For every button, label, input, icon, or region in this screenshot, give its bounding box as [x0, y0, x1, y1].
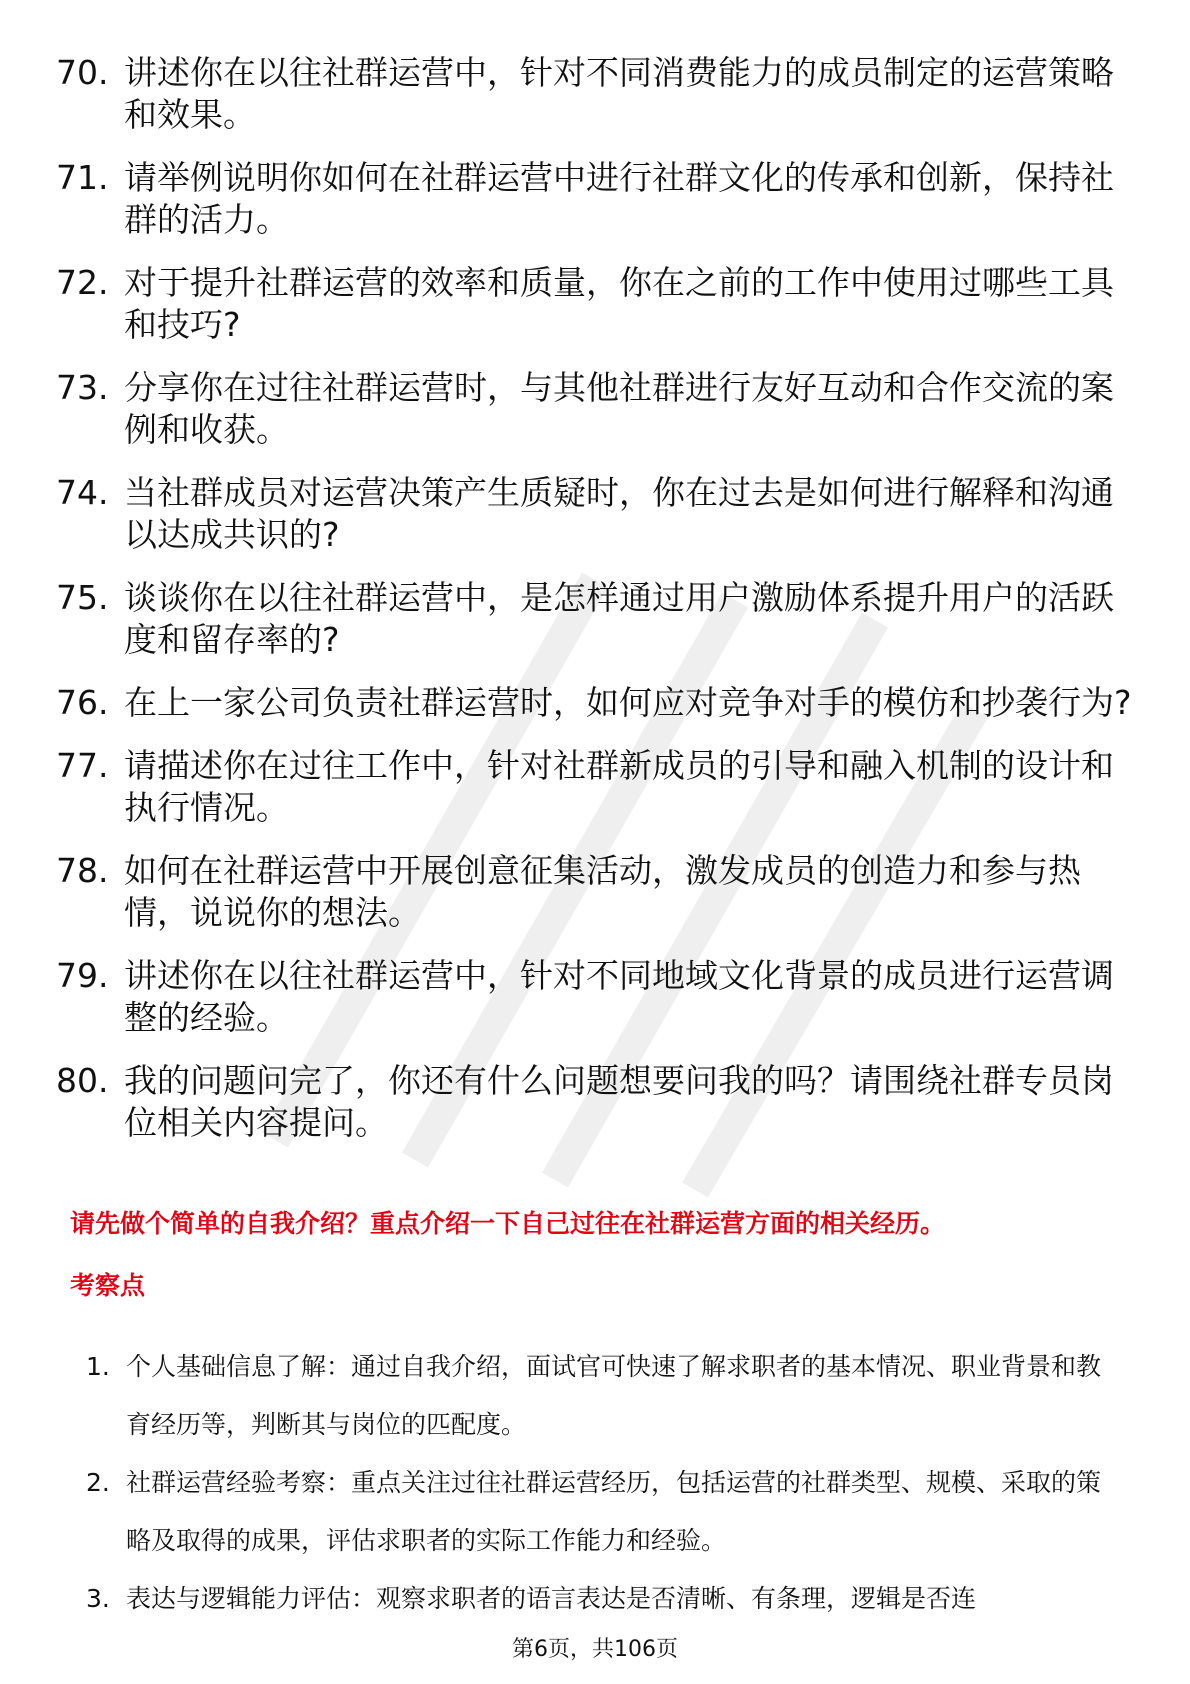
point-number: 3. — [86, 1584, 110, 1613]
question-number: 72. — [56, 263, 109, 302]
question-text: 在上一家公司负责社群运营时，如何应对竞争对手的模仿和抄袭行为? — [124, 683, 1132, 722]
question-item — [56, 850, 1136, 934]
point-text: 个人基础信息了解：通过自我介绍，面试官可快速了解求职者的基本情况、职业背景和教育经历等，判断其与岗位的匹配度。 — [126, 1352, 1102, 1439]
question-item — [56, 367, 1136, 451]
question-number: 73. — [56, 368, 109, 407]
section-subtitle: 考察点 — [70, 1271, 146, 1300]
point-number: 2. — [86, 1468, 110, 1497]
question-number: 76. — [56, 683, 109, 722]
question-number: 70. — [56, 53, 109, 92]
question-text: 分享你在过往社群运营时，与其他社群进行友好互动和合作交流的案例和收获。 — [124, 368, 1114, 449]
question-text: 讲述你在以往社群运营中，针对不同地域文化背景的成员进行运营调整的经验。 — [124, 956, 1114, 1037]
question-item — [56, 955, 1136, 1039]
question-number: 71. — [56, 158, 109, 197]
point-number: 1. — [86, 1352, 110, 1381]
question-number: 79. — [56, 956, 109, 995]
question-item — [56, 157, 1136, 241]
assessment-point — [86, 1454, 1116, 1570]
question-number: 77. — [56, 746, 109, 785]
question-number: 75. — [56, 578, 109, 617]
question-item — [56, 682, 1136, 724]
question-item — [56, 262, 1136, 346]
question-text: 当社群成员对运营决策产生质疑时，你在过去是如何进行解释和沟通以达成共识的? — [124, 473, 1114, 554]
question-text: 如何在社群运营中开展创意征集活动，激发成员的创造力和参与热情，说说你的想法。 — [124, 851, 1081, 932]
question-text: 请描述你在过往工作中，针对社群新成员的引导和融入机制的设计和执行情况。 — [124, 746, 1114, 827]
point-text: 社群运营经验考察：重点关注过往社群运营经历，包括运营的社群类型、规模、采取的策略及取得的成果，评估求职者的实际工作能力和经验。 — [126, 1468, 1102, 1555]
section-question-title: 请先做个简单的自我介绍？重点介绍一下自己过往在社群运营方面的相关经历。 — [70, 1209, 946, 1238]
question-text: 谈谈你在以往社群运营中，是怎样通过用户激励体系提升用户的活跃度和留存率的? — [124, 578, 1114, 659]
page-footer: 第6页，共106页 — [512, 1637, 678, 1662]
assessment-point — [86, 1338, 1116, 1454]
point-text: 表达与逻辑能力评估：观察求职者的语言表达是否清晰、有条理，逻辑是否连 — [126, 1584, 977, 1613]
question-number: 80. — [56, 1061, 109, 1100]
assessment-points-list — [86, 1338, 1116, 1628]
question-text: 请举例说明你如何在社群运营中进行社群文化的传承和创新，保持社群的活力。 — [124, 158, 1114, 239]
assessment-point — [86, 1570, 1116, 1628]
question-list — [56, 52, 1136, 1165]
question-number: 78. — [56, 851, 109, 890]
question-item — [56, 577, 1136, 661]
question-text: 我的问题问完了，你还有什么问题想要问我的吗？请围绕社群专员岗位相关内容提问。 — [124, 1061, 1114, 1142]
question-item — [56, 472, 1136, 556]
question-number: 74. — [56, 473, 109, 512]
question-item — [56, 745, 1136, 829]
question-item — [56, 52, 1136, 136]
question-text: 讲述你在以往社群运营中，针对不同消费能力的成员制定的运营策略和效果。 — [124, 53, 1114, 134]
question-text: 对于提升社群运营的效率和质量，你在之前的工作中使用过哪些工具和技巧? — [124, 263, 1114, 344]
question-item — [56, 1060, 1136, 1144]
